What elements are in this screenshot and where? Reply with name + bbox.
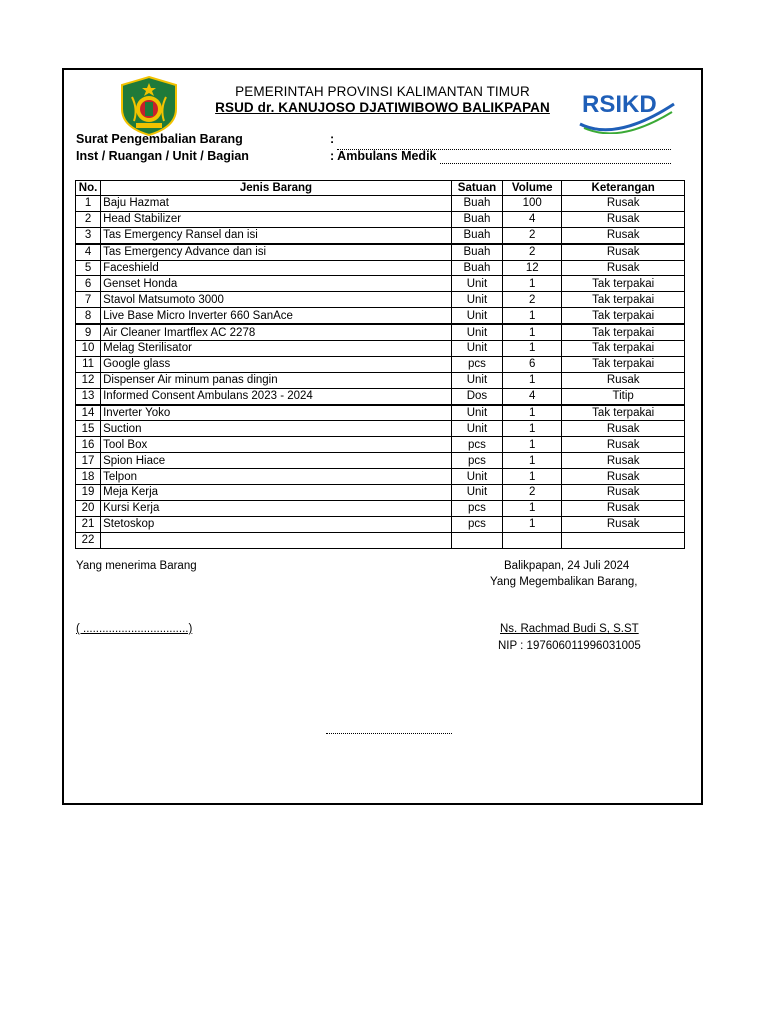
row-item-name: Google glass bbox=[101, 356, 452, 372]
row-note: Rusak bbox=[562, 485, 685, 501]
row-number: 5 bbox=[76, 260, 101, 276]
header-hospital-name: RSUD dr. KANUJOSO DJATIWIBOWO BALIKPAPAN bbox=[215, 100, 550, 115]
row-volume: 2 bbox=[503, 485, 562, 501]
row-item-name: Kursi Kerja bbox=[101, 500, 452, 516]
row-number: 21 bbox=[76, 516, 101, 532]
row-number: 2 bbox=[76, 211, 101, 227]
row-unit: Buah bbox=[451, 244, 502, 260]
witness-dotted-line bbox=[326, 729, 452, 734]
row-volume: 1 bbox=[503, 372, 562, 388]
returner-name: Ns. Rachmad Budi S, S.ST bbox=[500, 623, 639, 635]
table-row bbox=[76, 356, 685, 372]
row-unit: pcs bbox=[451, 500, 502, 516]
row-note bbox=[562, 532, 685, 548]
table-row bbox=[76, 453, 685, 469]
col-header-no: No. bbox=[76, 181, 101, 196]
row-item-name: Melag Sterilisator bbox=[101, 341, 452, 357]
table-row bbox=[76, 437, 685, 453]
row-unit: pcs bbox=[451, 516, 502, 532]
row-volume: 2 bbox=[503, 292, 562, 308]
table-row bbox=[76, 341, 685, 357]
row-number: 1 bbox=[76, 196, 101, 212]
row-number: 22 bbox=[76, 532, 101, 548]
receiver-signature-blank: ( .................................) bbox=[76, 623, 193, 635]
row-number: 8 bbox=[76, 308, 101, 324]
row-volume: 1 bbox=[503, 469, 562, 485]
row-item-name: Genset Honda bbox=[101, 276, 452, 292]
row-volume: 1 bbox=[503, 276, 562, 292]
row-volume: 1 bbox=[503, 405, 562, 421]
row-number: 20 bbox=[76, 500, 101, 516]
table-header-row bbox=[76, 181, 685, 196]
unit-label: Inst / Ruangan / Unit / Bagian bbox=[76, 149, 249, 163]
row-volume: 2 bbox=[503, 227, 562, 243]
row-item-name: Spion Hiace bbox=[101, 453, 452, 469]
return-letter-dotted-line bbox=[337, 136, 671, 150]
row-note: Tak terpakai bbox=[562, 324, 685, 340]
row-note: Tak terpakai bbox=[562, 341, 685, 357]
row-unit: Unit bbox=[451, 421, 502, 437]
col-header-note: Keterangan bbox=[562, 181, 685, 196]
table-row bbox=[76, 405, 685, 421]
row-number: 17 bbox=[76, 453, 101, 469]
row-item-name: Head Stabilizer bbox=[101, 211, 452, 227]
row-note: Rusak bbox=[562, 437, 685, 453]
row-volume: 1 bbox=[503, 421, 562, 437]
row-item-name: Stavol Matsumoto 3000 bbox=[101, 292, 452, 308]
document-frame bbox=[62, 68, 703, 805]
returner-label: Yang Megembalikan Barang, bbox=[490, 576, 638, 588]
returner-nip: NIP : 197606011996031005 bbox=[498, 640, 641, 652]
row-volume: 12 bbox=[503, 260, 562, 276]
row-note: Rusak bbox=[562, 211, 685, 227]
row-unit: Unit bbox=[451, 324, 502, 340]
row-item-name: Meja Kerja bbox=[101, 485, 452, 501]
col-header-volume: Volume bbox=[503, 181, 562, 196]
row-number: 9 bbox=[76, 324, 101, 340]
row-unit: Unit bbox=[451, 276, 502, 292]
row-number: 6 bbox=[76, 276, 101, 292]
row-note: Rusak bbox=[562, 260, 685, 276]
row-unit: pcs bbox=[451, 356, 502, 372]
table-row bbox=[76, 211, 685, 227]
row-note: Rusak bbox=[562, 516, 685, 532]
row-number: 11 bbox=[76, 356, 101, 372]
row-item-name: Inverter Yoko bbox=[101, 405, 452, 421]
row-number: 10 bbox=[76, 341, 101, 357]
row-number: 12 bbox=[76, 372, 101, 388]
table-row bbox=[76, 421, 685, 437]
unit-dotted-line bbox=[440, 150, 671, 164]
row-note: Tak terpakai bbox=[562, 276, 685, 292]
table-row bbox=[76, 372, 685, 388]
table-row bbox=[76, 276, 685, 292]
row-volume: 100 bbox=[503, 196, 562, 212]
row-unit: pcs bbox=[451, 437, 502, 453]
table-row bbox=[76, 469, 685, 485]
row-unit bbox=[451, 532, 502, 548]
row-unit: Unit bbox=[451, 292, 502, 308]
table-row bbox=[76, 516, 685, 532]
row-item-name: Air Cleaner Imartflex AC 2278 bbox=[101, 324, 452, 340]
row-note: Tak terpakai bbox=[562, 292, 685, 308]
row-unit: Buah bbox=[451, 260, 502, 276]
row-note: Tak terpakai bbox=[562, 308, 685, 324]
row-note: Rusak bbox=[562, 244, 685, 260]
table-row bbox=[76, 324, 685, 340]
hospital-logo-icon bbox=[576, 84, 678, 134]
row-item-name: Faceshield bbox=[101, 260, 452, 276]
row-note: Titip bbox=[562, 388, 685, 404]
row-unit: Buah bbox=[451, 196, 502, 212]
place-date: Balikpapan, 24 Juli 2024 bbox=[504, 560, 630, 572]
row-number: 15 bbox=[76, 421, 101, 437]
row-item-name: Baju Hazmat bbox=[101, 196, 452, 212]
row-volume: 2 bbox=[503, 244, 562, 260]
row-note: Rusak bbox=[562, 453, 685, 469]
row-note: Rusak bbox=[562, 469, 685, 485]
row-volume: 1 bbox=[503, 453, 562, 469]
receiver-label: Yang menerima Barang bbox=[76, 560, 197, 572]
row-item-name: Telpon bbox=[101, 469, 452, 485]
row-unit: Unit bbox=[451, 308, 502, 324]
row-volume: 1 bbox=[503, 308, 562, 324]
row-item-name: Informed Consent Ambulans 2023 - 2024 bbox=[101, 388, 452, 404]
row-unit: Unit bbox=[451, 341, 502, 357]
table-row bbox=[76, 260, 685, 276]
row-item-name: Suction bbox=[101, 421, 452, 437]
row-number: 19 bbox=[76, 485, 101, 501]
row-unit: Unit bbox=[451, 372, 502, 388]
table-row bbox=[76, 485, 685, 501]
table-body bbox=[76, 196, 685, 549]
table-row bbox=[76, 388, 685, 404]
table-row bbox=[76, 532, 685, 548]
row-unit: pcs bbox=[451, 453, 502, 469]
row-volume bbox=[503, 532, 562, 548]
row-note: Rusak bbox=[562, 372, 685, 388]
row-number: 13 bbox=[76, 388, 101, 404]
col-header-unit: Satuan bbox=[451, 181, 502, 196]
row-number: 3 bbox=[76, 227, 101, 243]
row-number: 18 bbox=[76, 469, 101, 485]
row-item-name: Tas Emergency Ransel dan isi bbox=[101, 227, 452, 243]
row-unit: Unit bbox=[451, 405, 502, 421]
row-number: 16 bbox=[76, 437, 101, 453]
items-table bbox=[75, 180, 685, 549]
row-number: 7 bbox=[76, 292, 101, 308]
table-row bbox=[76, 227, 685, 243]
table-row bbox=[76, 308, 685, 324]
row-number: 4 bbox=[76, 244, 101, 260]
row-item-name: Live Base Micro Inverter 660 SanAce bbox=[101, 308, 452, 324]
table-row bbox=[76, 500, 685, 516]
unit-value: : Ambulans Medik bbox=[330, 149, 437, 163]
row-item-name: Tas Emergency Advance dan isi bbox=[101, 244, 452, 260]
row-volume: 6 bbox=[503, 356, 562, 372]
table-row bbox=[76, 244, 685, 260]
row-note: Rusak bbox=[562, 227, 685, 243]
row-item-name: Stetoskop bbox=[101, 516, 452, 532]
return-letter-value: : bbox=[330, 132, 335, 146]
table-row bbox=[76, 292, 685, 308]
row-unit: Dos bbox=[451, 388, 502, 404]
row-volume: 1 bbox=[503, 516, 562, 532]
row-item-name bbox=[101, 532, 452, 548]
header-government: PEMERINTAH PROVINSI KALIMANTAN TIMUR bbox=[235, 84, 530, 99]
row-unit: Buah bbox=[451, 227, 502, 243]
row-volume: 1 bbox=[503, 500, 562, 516]
row-volume: 1 bbox=[503, 437, 562, 453]
row-note: Rusak bbox=[562, 196, 685, 212]
row-volume: 4 bbox=[503, 388, 562, 404]
row-volume: 1 bbox=[503, 341, 562, 357]
row-note: Tak terpakai bbox=[562, 356, 685, 372]
col-header-item: Jenis Barang bbox=[101, 181, 452, 196]
row-item-name: Tool Box bbox=[101, 437, 452, 453]
row-unit: Unit bbox=[451, 469, 502, 485]
row-note: Rusak bbox=[562, 421, 685, 437]
row-unit: Buah bbox=[451, 211, 502, 227]
row-item-name: Dispenser Air minum panas dingin bbox=[101, 372, 452, 388]
logo-text: RSIKD bbox=[582, 91, 657, 118]
row-number: 14 bbox=[76, 405, 101, 421]
table-row bbox=[76, 196, 685, 212]
return-letter-label: Surat Pengembalian Barang bbox=[76, 132, 243, 146]
row-volume: 4 bbox=[503, 211, 562, 227]
row-note: Rusak bbox=[562, 500, 685, 516]
row-unit: Unit bbox=[451, 485, 502, 501]
row-volume: 1 bbox=[503, 324, 562, 340]
row-note: Tak terpakai bbox=[562, 405, 685, 421]
